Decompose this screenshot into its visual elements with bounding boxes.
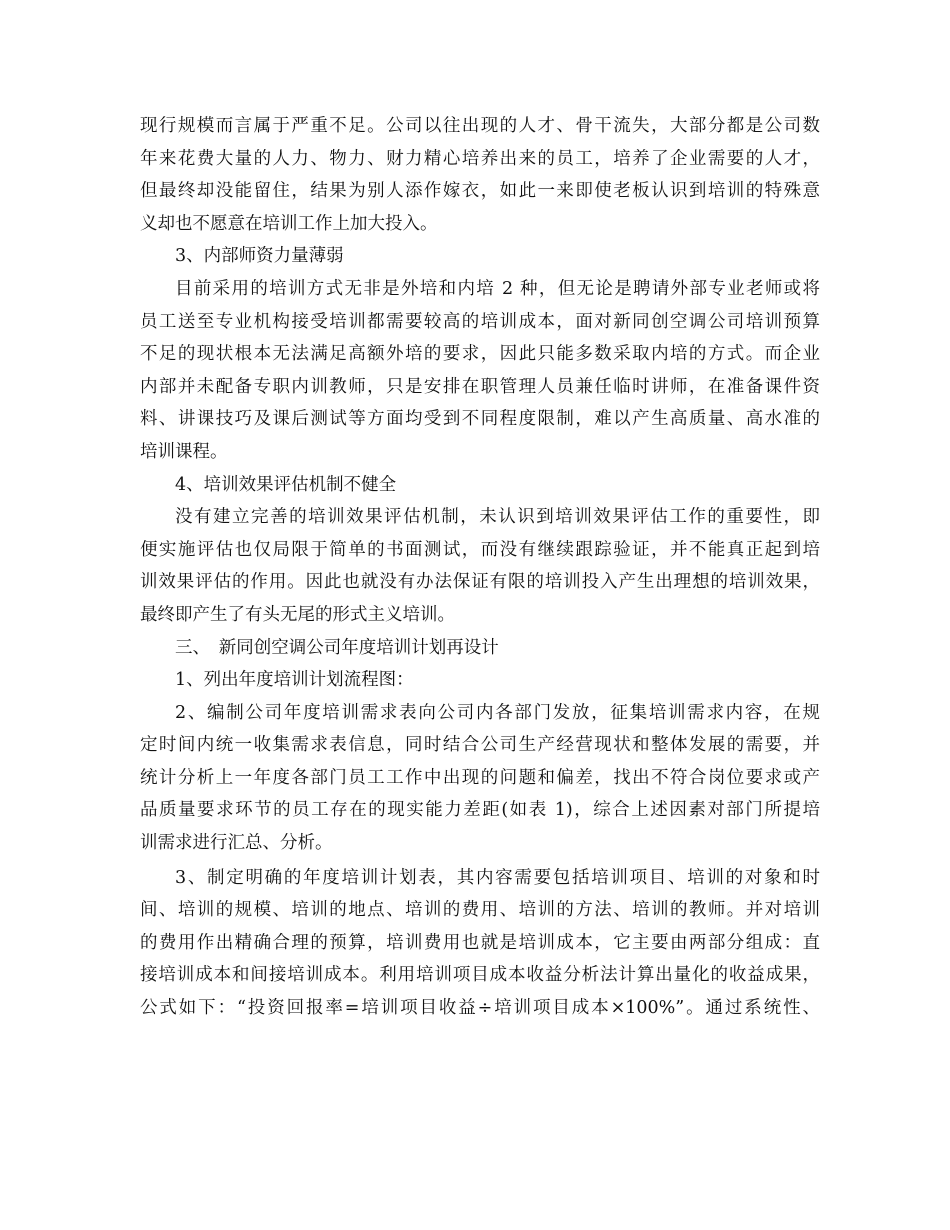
text-line: 内部并未配备专职内训教师，只是安排在职管理人员兼任临时讲师，在准备课件资 (140, 376, 820, 397)
text-line: 培训课程。 (140, 441, 228, 462)
text-line: 义却也不愿意在培训工作上加大投入。 (140, 213, 438, 234)
text-line: 最终即产生了有头无尾的形式主义培训。 (140, 604, 455, 625)
text-line: 的费用作出精确合理的预算，培训费用也就是培训成本，它主要由两部分组成：直 (140, 932, 820, 953)
text-line: 没有建立完善的培训效果评估机制，未认识到培训效果评估工作的重要性，即 (175, 507, 820, 528)
text-line: 统计分析上一年度各部门员工工作中出现的问题和偏差，找出不符合岗位要求或产 (140, 767, 820, 788)
text-line: 定时间内统一收集需求表信息，同时结合公司生产经营现状和整体发展的需要，并 (140, 735, 820, 756)
document-body (140, 110, 820, 1025)
text-line: 员工送至专业机构接受培训都需要较高的培训成本，面对新同创空调公司培训预算 (140, 311, 820, 332)
text-line: 年来花费大量的人力、物力、财力精心培养出来的员工，培养了企业需要的人才， (140, 148, 820, 169)
text-line: 不足的现状根本无法满足高额外培的要求，因此只能多数采取内培的方式。而企业 (140, 344, 820, 365)
text-line: 接培训成本和间接培训成本。利用培训项目成本收益分析法计算出量化的收益成果， (140, 965, 820, 986)
text-line: 训效果评估的作用。因此也就没有办法保证有限的培训投入产生出理想的培训效果， (140, 572, 820, 593)
text-line: 1、列出年度培训计划流程图： (175, 670, 414, 691)
text-line: 训需求进行汇总、分析。 (140, 833, 333, 854)
text-line: 3、内部师资力量薄弱 (175, 246, 344, 267)
text-line: 料、讲课技巧及课后测试等方面均受到不同程度限制，难以产生高质量、高水准的 (140, 409, 820, 430)
text-line: 三、 新同创空调公司年度培训计划再设计 (175, 637, 499, 658)
text-line: 但最终却没能留住，结果为别人添作嫁衣，如此一来即使老板认识到培训的特殊意 (140, 181, 820, 202)
text-line: 公式如下：“投资回报率=培训项目收益÷培训项目成本×100%”。通过系统性、 (140, 998, 820, 1019)
text-line: 3、制定明确的年度培训计划表，其内容需要包括培训项目、培训的对象和时 (175, 867, 820, 888)
text-line: 间、培训的规模、培训的地点、培训的费用、培训的方法、培训的教师。并对培训 (140, 900, 820, 921)
text-line: 4、培训效果评估机制不健全 (175, 474, 397, 495)
text-line: 便实施评估也仅局限于简单的书面测试，而没有继续跟踪验证，并不能真正起到培 (140, 539, 820, 560)
text-line: 目前采用的培训方式无非是外培和内培 2 种，但无论是聘请外部专业老师或将 (175, 278, 820, 299)
text-line: 品质量要求环节的员工存在的现实能力差距(如表 1)，综合上述因素对部门所提培 (140, 800, 820, 821)
text-line: 现行规模而言属于严重不足。公司以往出现的人才、骨干流失，大部分都是公司数 (140, 116, 820, 136)
text-line: 2、编制公司年度培训需求表向公司内各部门发放，征集培训需求内容，在规 (175, 702, 820, 723)
